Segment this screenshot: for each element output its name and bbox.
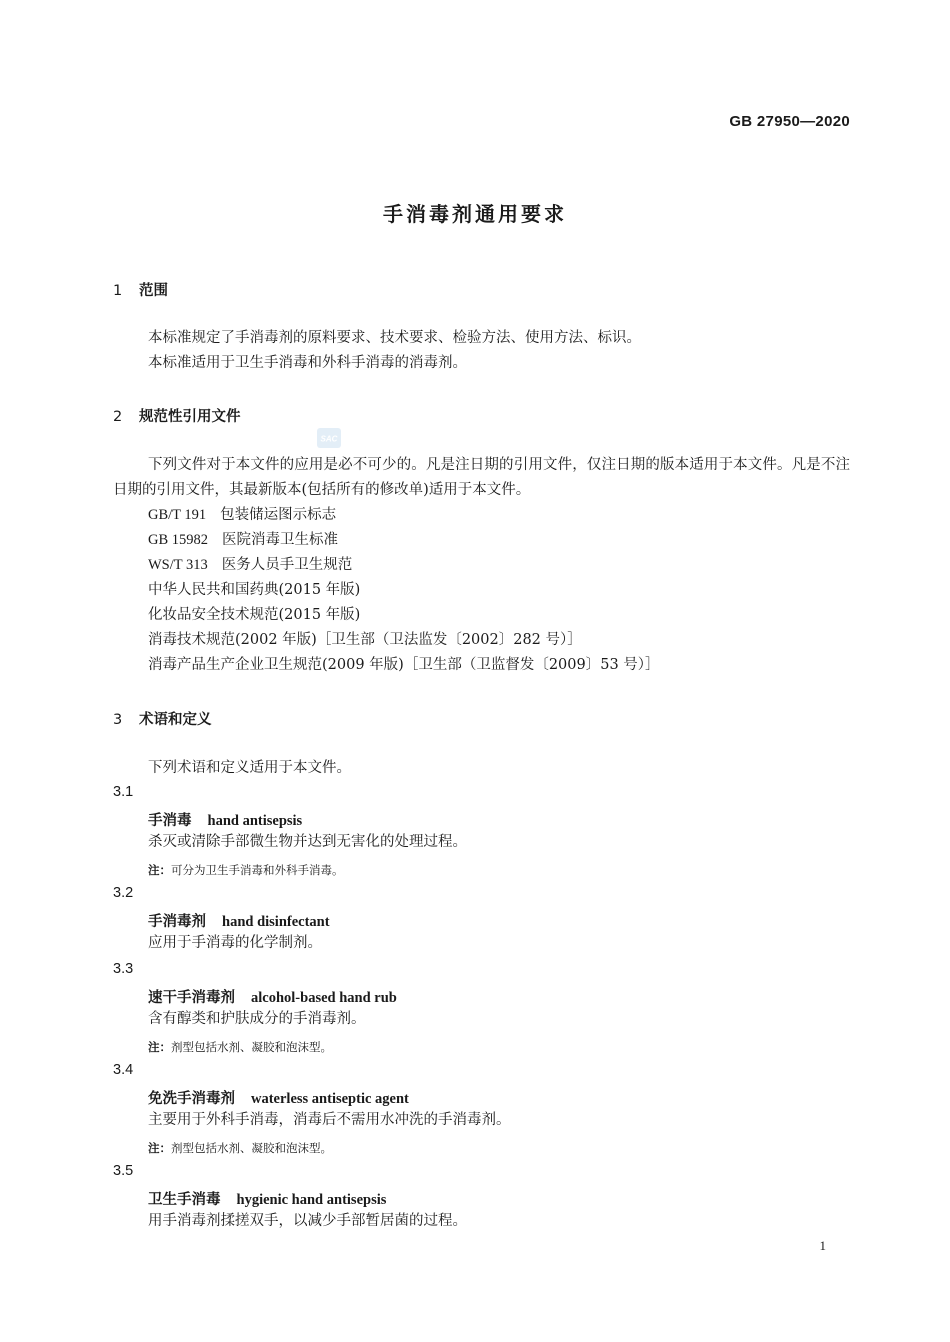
- page-number: 1: [819, 1238, 826, 1253]
- section-heading-scope: [113, 279, 168, 300]
- reference-title: 包装储运图示标志: [220, 507, 337, 523]
- paragraph: 本标准规定了手消毒剂的原料要求、技术要求、检验方法、使用方法、标识。: [148, 330, 641, 346]
- section-title: 规范性引用文件: [139, 409, 241, 425]
- reference-code: WS/T 313: [148, 557, 208, 573]
- reference-item: [148, 528, 338, 553]
- term-definition: 杀灭或清除手部微生物并达到无害化的处理过程。: [148, 834, 467, 850]
- term-heading: [148, 910, 330, 931]
- note-text: 可分为卫生手消毒和外科手消毒。: [171, 863, 344, 877]
- sac-watermark-logo: [317, 428, 341, 448]
- section-number: 1: [113, 283, 123, 299]
- section-heading-terms-definitions: [113, 708, 212, 729]
- note-text: 剂型包括水剂、凝胶和泡沫型。: [171, 1040, 332, 1054]
- note-label: 注：: [148, 1040, 171, 1054]
- term-cn: 速干手消毒剂: [148, 990, 235, 1006]
- term-en: hand disinfectant: [222, 914, 330, 930]
- note-label: 注：: [148, 1141, 171, 1155]
- term-heading: [148, 1087, 409, 1108]
- term-note: [148, 1039, 332, 1055]
- section-heading-normative-references: [113, 405, 241, 426]
- reference-code: GB 15982: [148, 532, 209, 548]
- term-definition: 用手消毒剂揉搓双手，以减少手部暂居菌的过程。: [148, 1213, 467, 1229]
- reference-item: 中华人民共和国药典(2015 年版): [148, 582, 361, 598]
- reference-item: [148, 503, 336, 528]
- term-number: 3.1: [113, 784, 134, 800]
- paragraph: 下列文件对于本文件的应用是必不可少的。凡是注日期的引用文件，仅注日期的版本适用于本文件。凡是不注日期的引用文件，其最新版本(包括所有的修改单)适用于本文件。: [113, 457, 850, 498]
- document-title: 手消毒剂通用要求: [383, 202, 567, 226]
- reference-item: 消毒产品生产企业卫生规范(2009 年版)［卫生部（卫监督发〔2009〕53 号）］: [148, 657, 660, 673]
- term-cn: 手消毒: [148, 813, 192, 829]
- reference-code: GB/T 191: [148, 507, 207, 523]
- term-note: [148, 862, 344, 878]
- paragraph: 本标准适用于卫生手消毒和外科手消毒的消毒剂。: [148, 355, 467, 371]
- term-heading: [148, 986, 397, 1007]
- term-note: [148, 1140, 332, 1156]
- term-heading: [148, 1188, 386, 1209]
- term-cn: 卫生手消毒: [148, 1192, 221, 1208]
- note-label: 注：: [148, 863, 171, 877]
- term-en: waterless antiseptic agent: [251, 1091, 409, 1107]
- section-number: 2: [113, 409, 123, 425]
- section-number: 3: [113, 712, 123, 728]
- term-definition: 主要用于外科手消毒，消毒后不需用水冲洗的手消毒剂。: [148, 1112, 511, 1128]
- term-cn: 手消毒剂: [148, 914, 206, 930]
- term-heading: [148, 809, 302, 830]
- reference-item: 消毒技术规范(2002 年版)［卫生部（卫法监发〔2002〕282 号）］: [148, 632, 582, 648]
- term-number: 3.3: [113, 961, 134, 977]
- reference-item: 化妆品安全技术规范(2015 年版): [148, 607, 361, 623]
- reference-title: 医务人员手卫生规范: [221, 557, 353, 573]
- reference-title: 医院消毒卫生标准: [222, 532, 339, 548]
- term-en: alcohol-based hand rub: [251, 990, 397, 1006]
- reference-item: [148, 553, 352, 578]
- section-title: 术语和定义: [139, 712, 212, 728]
- term-number: 3.2: [113, 885, 134, 901]
- paragraph: 下列术语和定义适用于本文件。: [148, 760, 351, 776]
- term-number: 3.4: [113, 1062, 134, 1078]
- standard-number: GB 27950—2020: [729, 113, 850, 130]
- svg-text:SAC: SAC: [320, 434, 338, 444]
- term-en: hygienic hand antisepsis: [236, 1192, 387, 1208]
- term-cn: 免洗手消毒剂: [148, 1091, 235, 1107]
- term-en: hand antisepsis: [207, 813, 303, 829]
- term-definition: 含有醇类和护肤成分的手消毒剂。: [148, 1011, 366, 1027]
- section-title: 范围: [139, 283, 168, 299]
- term-definition: 应用于手消毒的化学制剂。: [148, 935, 322, 951]
- note-text: 剂型包括水剂、凝胶和泡沫型。: [171, 1141, 332, 1155]
- term-number: 3.5: [113, 1163, 134, 1179]
